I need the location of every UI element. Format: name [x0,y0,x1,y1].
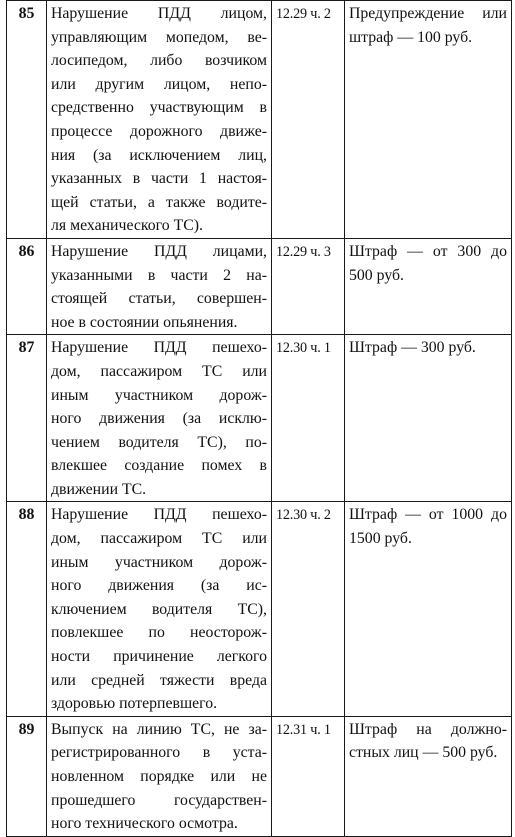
table-row [7,502,512,716]
description-line: или средней тяжести вреда [51,671,267,689]
description-line: иным участником дорож- [51,386,267,404]
description-line: здоровью потерпевшего. [51,695,218,713]
penalty [345,716,512,836]
row-number: 85 [7,1,47,239]
description-line: ля механического ТС). [51,217,203,235]
article-reference: 12.30 ч. 1 [272,335,345,502]
penalty [345,1,512,239]
description-line: указанными в части 2 на- [51,266,267,284]
description-line: Нарушение ПДД лицами, [51,242,267,260]
penalty-line: Предупреждение или [349,5,507,22]
description-line: лосипедом, либо возчиком [51,52,267,70]
description-line: ключением водителя ТС), [51,600,267,618]
fines-table-body [7,1,512,837]
table-row [7,1,512,239]
description-line: ного движения (за ис- [51,577,267,595]
description-line: Нарушение ПДД пешехо- [51,339,267,357]
description-line: управляющим мопедом, ве- [51,28,267,46]
description-line: средственно участвующим в [51,99,267,117]
penalty-line: стных лиц — 500 руб. [349,744,498,762]
violation-description [47,502,272,716]
description-line: дом, пассажиром ТС или [51,362,267,380]
description-line: Нарушение ПДД лицом, [51,5,267,22]
row-number: 88 [7,502,47,716]
description-line: ного движения (за исклю- [51,410,267,428]
description-line: ния (за исключением лиц, [51,146,267,164]
description-line: движении ТС. [51,480,147,498]
description-line: прошедшего государствен- [51,791,267,809]
description-line: дом, пассажиром ТС или [51,530,267,548]
article-reference: 12.29 ч. 2 [272,1,345,239]
description-line: иным участником дорож- [51,553,267,571]
row-number: 87 [7,335,47,502]
description-line: ное в состоянии опьянения. [51,313,238,331]
penalty-line: 500 руб. [349,266,405,284]
table-row [7,716,512,836]
penalty-line: Штраф на должно- [349,720,507,738]
description-line: ности причинение легкого [51,648,267,666]
table-row [7,335,512,502]
description-line: Нарушение ПДД пешехо- [51,506,267,524]
description-line: ного технического осмотра. [51,815,238,833]
article-reference: 12.29 ч. 3 [272,238,345,334]
description-line: регистрированного в уста- [51,744,267,762]
violation-description [47,335,272,502]
row-number: 86 [7,238,47,334]
description-line: новленном порядке или не [51,768,267,785]
penalty [345,238,512,334]
description-line: влекшее создание помех в [51,457,267,475]
violation-description [47,238,272,334]
penalty-line: 1500 руб. [349,530,412,548]
violation-description [47,1,272,239]
penalty [345,335,512,502]
description-line: повлекшее по неосторож- [51,624,267,642]
penalty-line: Штраф — от 1000 до [349,506,507,524]
description-line: стоящей статьи, совершен- [51,290,267,308]
description-line: или другим лицом, непо- [51,75,267,93]
description-line: щей статьи, а также водите- [51,193,267,211]
description-line: Выпуск на линию ТС, не за- [51,720,267,738]
violation-description [47,716,272,836]
penalty-line: штраф — 100 руб. [349,28,473,46]
fines-table [6,0,512,837]
article-reference: 12.31 ч. 1 [272,716,345,836]
row-number: 89 [7,716,47,836]
table-row [7,238,512,334]
article-reference: 12.30 ч. 2 [272,502,345,716]
description-line: чением водителя ТС), по- [51,433,267,451]
penalty-line: Штраф — 300 руб. [349,339,476,357]
description-line: указанных в части 1 настоя- [51,170,267,188]
description-line: процессе дорожного движе- [51,122,267,140]
penalty-line: Штраф — от 300 до [349,242,507,260]
penalty [345,502,512,716]
